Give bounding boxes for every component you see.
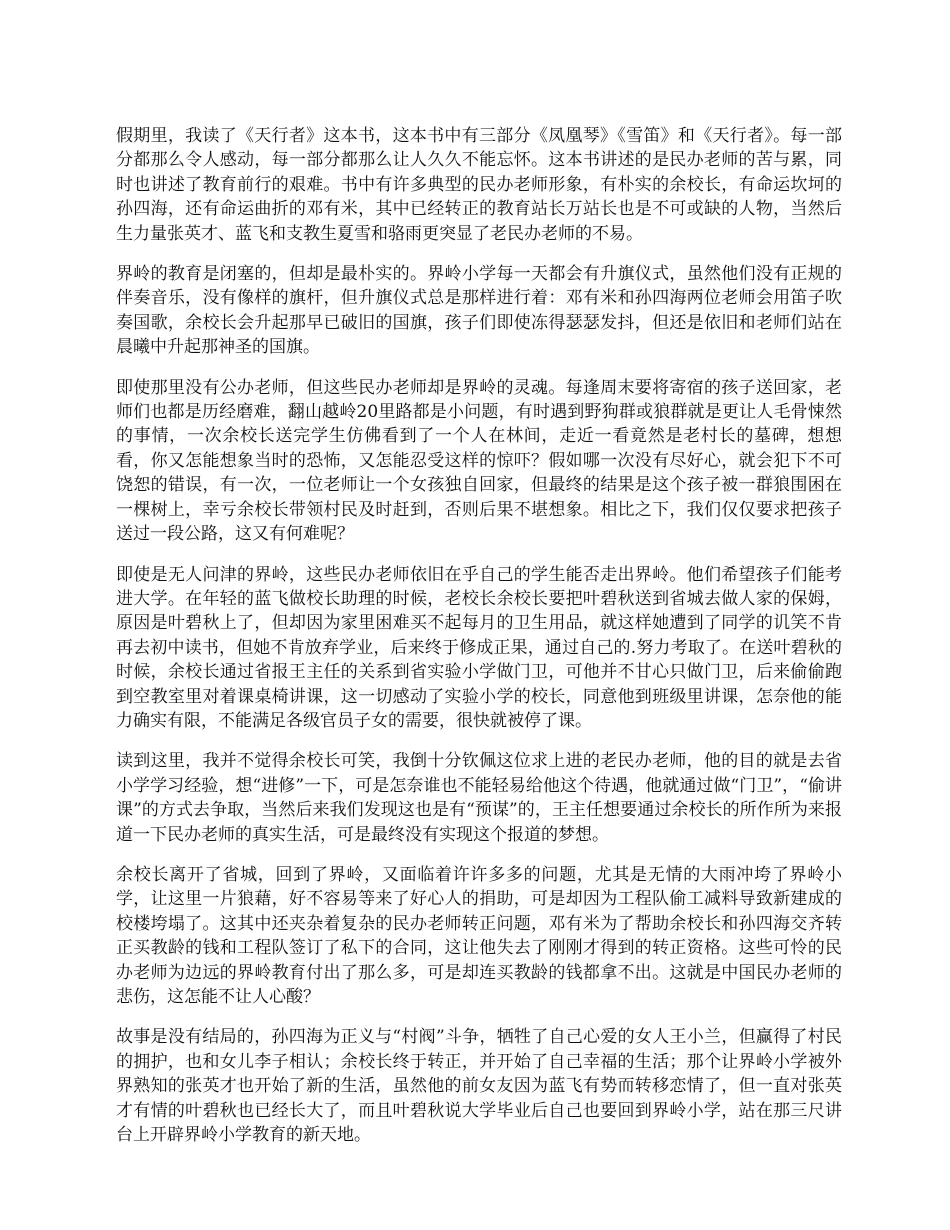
- paragraph-6: 余校长离开了省城，回到了界岭，又面临着许许多多的问题，尤其是无情的大雨冲垮了界岭小学，让这里一片狼藉，好不容易等来了好心人的捐助，可是却因为工程队偷工减料导致新建成的校楼垮塌了。这其中还夹杂着复杂的民办老师转正问题，邓有米为了帮助余校长和孙四海交齐转正买教龄的钱和工程队签订了私下的合同，这让他失去了刚刚才得到的转正资格。这些可怜的民办老师为边远的界岭教育付出了那么多，可是却连买教龄的钱都拿不出。这就是中国民办老师的悲伤，这怎能不让人心酸？: [116, 864, 842, 1007]
- document-body: [116, 124, 842, 1163]
- paragraph-3: 即使那里没有公办老师，但这些民办老师却是界岭的灵魂。每逢周末要将寄宿的孩子送回家，老师们也都是历经磨难，翻山越岭20里路都是小问题，有时遇到野狗群或狼群就是更让人毛骨悚然的事情，一次余校长送完学生仿佛看到了一个人在林间，走近一看竟然是老村长的墓碑，想想看，你又怎能想象当时的恐怖，又怎能忍受这样的惊吓？假如哪一次没有尽好心，就会犯下不可饶恕的错误，有一次，一位老师让一个女孩独自回家，但最终的结果是这个孩子被一群狼围困在一棵树上，幸亏余校长带领村民及时赶到，否则后果不堪想象。相比之下，我们仅仅要求把孩子送过一段公路，这又有何难呢？: [116, 377, 842, 545]
- paragraph-2: 界岭的教育是闭塞的，但却是最朴实的。界岭小学每一天都会有升旗仪式，虽然他们没有正规的伴奏音乐，没有像样的旗杆，但升旗仪式总是那样进行着：邓有米和孙四海两位老师会用笛子吹奏国歌，余校长会升起那早已破旧的国旗，孩子们即使冻得瑟瑟发抖，但还是依旧和老师们站在晨曦中升起那神圣的国旗。: [116, 264, 842, 358]
- paragraph-7: 故事是没有结局的，孙四海为正义与“村阀”斗争，牺牲了自己心爱的女人王小兰，但赢得了村民的拥护，也和女儿李子相认；余校长终于转正，并开始了自己幸福的生活；那个让界岭小学被外界熟知的张英才也开始了新的生活，虽然他的前女友因为蓝飞有势而转移恋情了，但一直对张英才有情的叶碧秋也已经长大了，而且叶碧秋说大学毕业后自己也要回到界岭小学，站在那三尺讲台上开辟界岭小学教育的新天地。: [116, 1027, 842, 1146]
- paragraph-1: 假期里，我读了《天行者》这本书，这本书中有三部分《凤凰琴》《雪笛》和《天行者》。每一部分都那么令人感动，每一部分都那么让人久久不能忘怀。这本书讲述的是民办老师的苦与累，同时也讲述了教育前行的艰难。书中有许多典型的民办老师形象，有朴实的余校长，有命运坎坷的孙四海，还有命运曲折的邓有米，其中已经转正的教育站长万站长也是不可或缺的人物，当然后生力量张英才、蓝飞和支教生夏雪和骆雨更突显了老民办老师的不易。: [116, 126, 842, 244]
- paragraph-5: 读到这里，我并不觉得余校长可笑，我倒十分钦佩这位求上进的老民办老师，他的目的就是去省小学学习经验，想“进修”一下，可是怎奈谁也不能轻易给他这个待遇，他就通过做“门卫”，“偷讲课”的方式去争取，当然后来我们发现这也是有“预谋”的，王主任想要通过余校长的所作所为来报道一下民办老师的真实生活，可是最终没有实现这个报道的梦想。: [116, 751, 842, 845]
- paragraph-4: 即使是无人问津的界岭，这些民办老师依旧在乎自己的学生能否走出界岭。他们希望孩子们能考进大学。在年轻的蓝飞做校长助理的时候，老校长余校长要把叶碧秋送到省城去做人家的保姆，原因是叶碧秋上了，但却因为家里困难买不起每月的卫生用品，就这样她遭到了同学的讥笑不肯再去初中读书，但她不肯放弃学业，后来终于修成正果，通过自己的.努力考取了。在送叶碧秋的时候，余校长通过省报王主任的关系到省实验小学做门卫，可他并不甘心只做门卫，后来偷偷跑到空教室里对着课桌椅讲课，这一切感动了实验小学的校长，同意他到班级里讲课，怎奈他的能力确实有限，不能满足各级官员子女的需要，很快就被停了课。: [116, 564, 842, 731]
